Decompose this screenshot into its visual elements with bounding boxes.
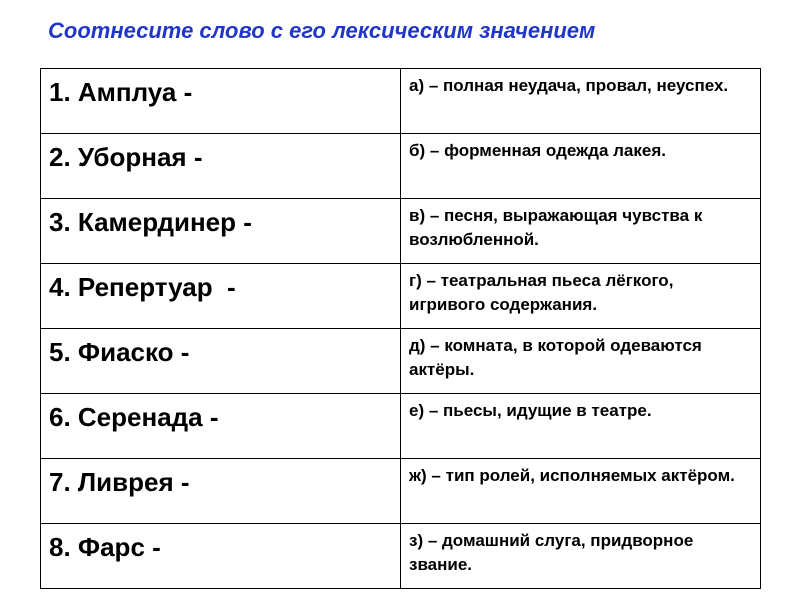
meaning-text: б) – форменная одежда лакея. (409, 141, 666, 160)
word-cell (41, 394, 401, 459)
word-cell (41, 69, 401, 134)
meaning-cell (401, 459, 761, 524)
matching-table (40, 68, 761, 589)
meaning-text: в) – песня, выражающая чувства к возлюбленной. (409, 206, 703, 249)
meaning-cell (401, 394, 761, 459)
word-cell (41, 264, 401, 329)
meaning-text: ж) – тип ролей, исполняемых актёром. (409, 466, 735, 485)
word-text: 2. Уборная - (49, 142, 203, 172)
meaning-cell (401, 199, 761, 264)
word-cell (41, 524, 401, 589)
table-row (41, 459, 761, 524)
word-text: 1. Амплуа - (49, 77, 193, 107)
meaning-cell (401, 134, 761, 199)
meaning-cell (401, 69, 761, 134)
table-row (41, 134, 761, 199)
table-row (41, 264, 761, 329)
meaning-text: г) – театральная пьеса лёгкого, игривого содержания. (409, 271, 674, 314)
meaning-text: з) – домашний слуга, придворное звание. (409, 531, 694, 574)
word-cell (41, 199, 401, 264)
table-row (41, 524, 761, 589)
word-text: 6. Серенада - (49, 402, 219, 432)
table-row (41, 199, 761, 264)
word-text: 4. Репертуар - (49, 272, 236, 302)
word-cell (41, 459, 401, 524)
word-text: 3. Камердинер - (49, 207, 252, 237)
word-text: 7. Ливрея - (49, 467, 190, 497)
meaning-text: е) – пьесы, идущие в театре. (409, 401, 652, 420)
meaning-text: д) – комната, в которой одеваются актёры. (409, 336, 702, 379)
word-cell (41, 329, 401, 394)
table-row (41, 69, 761, 134)
page-title: Соотнесите слово с его лексическим значением (48, 18, 596, 43)
word-text: 8. Фарс - (49, 532, 161, 562)
word-text: 5. Фиаско - (49, 337, 190, 367)
meaning-cell (401, 264, 761, 329)
meaning-text: а) – полная неудача, провал, неуспех. (409, 76, 729, 95)
meaning-cell (401, 524, 761, 589)
word-cell (41, 134, 401, 199)
meaning-cell (401, 329, 761, 394)
table-row (41, 394, 761, 459)
table-row (41, 329, 761, 394)
